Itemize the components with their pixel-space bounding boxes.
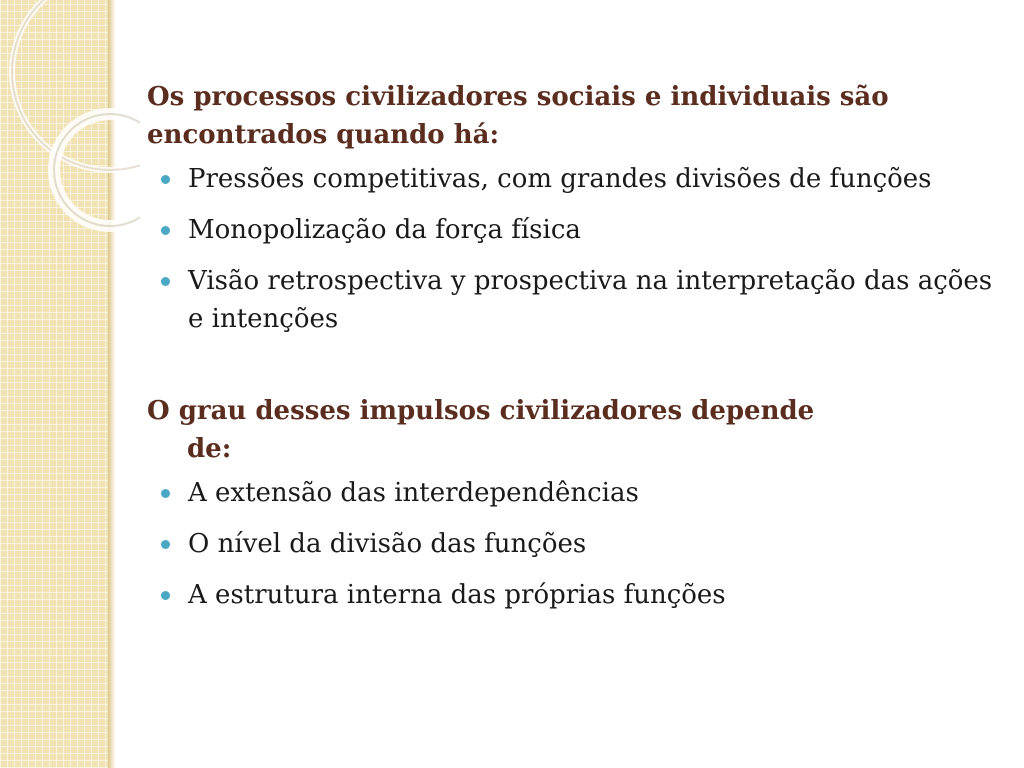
- section-heading-degree: [147, 392, 1007, 468]
- factors-list: [147, 474, 1007, 614]
- section-heading-conditions: Os processos civilizadores sociais e individuais são encontrados quando há:: [147, 82, 889, 150]
- bullet-icon: [161, 226, 170, 235]
- list-item-text: Visão retrospectiva y prospectiva na interpretação das ações e intenções: [188, 266, 993, 334]
- list-item-text: Pressões competitivas, com grandes divisões de funções: [188, 164, 932, 194]
- bullet-icon: [161, 175, 170, 184]
- bullet-icon: [161, 591, 170, 600]
- list-item: [147, 160, 1007, 198]
- list-item: [147, 211, 1007, 249]
- list-item: [147, 474, 1007, 512]
- list-item: [147, 525, 1007, 563]
- bullet-icon: [161, 489, 170, 498]
- bullet-icon: [161, 540, 170, 549]
- list-item-text: A extensão das interdependências: [188, 478, 639, 508]
- conditions-list: [147, 160, 1007, 338]
- list-item: [147, 262, 1007, 338]
- side-band-edge: [108, 0, 116, 768]
- bullet-icon: [161, 277, 170, 286]
- list-item-text: Monopolização da força física: [188, 215, 581, 245]
- list-item: [147, 576, 1007, 614]
- side-decorative-band: [0, 0, 108, 768]
- heading-line-1: O grau desses impulsos civilizadores depende: [147, 396, 815, 426]
- heading-line-2: de:: [187, 434, 232, 464]
- list-item-text: O nível da divisão das funções: [188, 529, 587, 559]
- list-item-text: A estrutura interna das próprias funções: [188, 580, 726, 610]
- slide-content: [147, 78, 1007, 627]
